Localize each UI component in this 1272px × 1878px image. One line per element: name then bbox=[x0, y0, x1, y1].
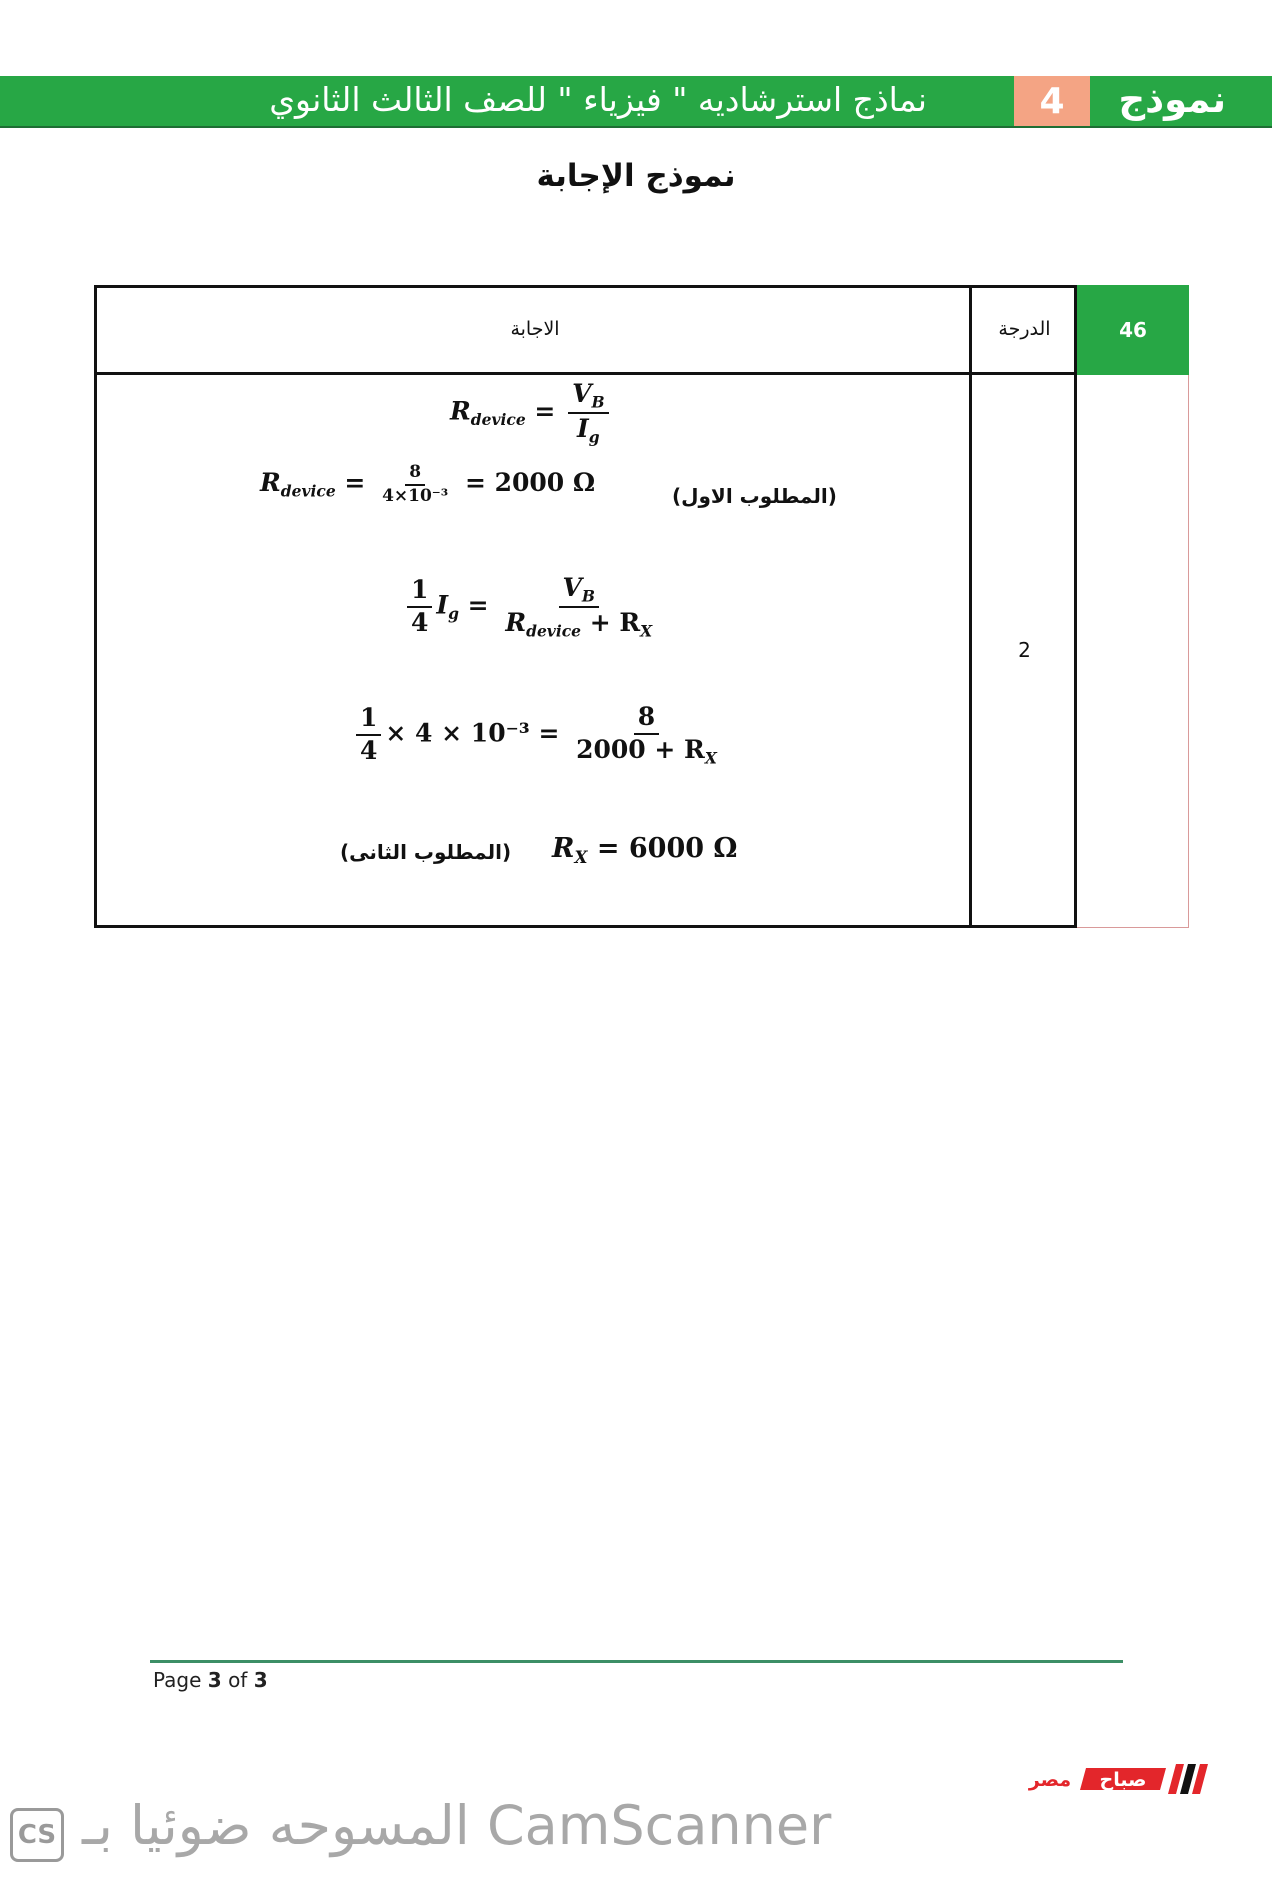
logo-sabah-text: صباح bbox=[1099, 1769, 1147, 1791]
equation-final-result bbox=[552, 833, 737, 867]
note-first-requirement: (المطلوب الاول) bbox=[672, 484, 837, 508]
eq1-lhs: R bbox=[450, 396, 471, 426]
eq4-quarter-den: 4 bbox=[360, 735, 378, 765]
eq2-den: 4×10⁻³ bbox=[382, 485, 449, 506]
page-current: 3 bbox=[207, 1668, 222, 1692]
equation-numeric-substitution bbox=[352, 703, 725, 767]
page-title: نموذج الإجابة bbox=[536, 158, 736, 194]
eq3-num-sub: B bbox=[581, 586, 596, 606]
eq3-quarter-den: 4 bbox=[411, 608, 429, 638]
eq3-rhs-fraction bbox=[501, 574, 656, 640]
eq5-rhs: = 6000 Ω bbox=[596, 833, 738, 864]
model-number: 4 bbox=[1039, 80, 1065, 122]
eq3-current-sub: g bbox=[448, 604, 459, 624]
logo-misr-text: مصر bbox=[1028, 1769, 1072, 1791]
eq3-quarter-num: 1 bbox=[407, 576, 432, 608]
sabah-misr-logo bbox=[1016, 1760, 1222, 1798]
question-side-column bbox=[1077, 375, 1189, 928]
eq1-sub: device bbox=[470, 410, 526, 430]
eq1-den: I bbox=[577, 414, 589, 444]
note-second-requirement: (المطلوب الثانى) bbox=[340, 840, 512, 864]
grade-value: 2 bbox=[1018, 638, 1031, 662]
eq1-fraction bbox=[568, 380, 609, 446]
eq4-quarter bbox=[356, 704, 381, 766]
camscanner-text: المسوحه ضوئيا بـ CamScanner bbox=[82, 1794, 832, 1857]
eq2-sub: device bbox=[280, 481, 336, 501]
eq4-quarter-num: 1 bbox=[356, 704, 381, 736]
model-number-box bbox=[1014, 76, 1090, 126]
eq1-num: V bbox=[572, 379, 592, 408]
eq2-result: = 2000 Ω bbox=[464, 468, 596, 498]
eq1-num-sub: B bbox=[591, 392, 605, 412]
eq5-sub: X bbox=[574, 846, 588, 867]
eq4-den: 2000 + R bbox=[576, 734, 705, 764]
eq4-num: 8 bbox=[634, 703, 659, 735]
equation-resistance-value: $R_{device}$ = $\frac{8}{\text{4×10⁻³}}$ = 2000 Ω bbox=[260, 462, 596, 506]
answer-column-header: الاجابة bbox=[510, 318, 560, 340]
equation-resistance-definition: $R_{device}$ = $\frac{V_B}{I_g}$ bbox=[450, 380, 613, 446]
eq4-rhs-fraction bbox=[572, 703, 721, 767]
question-number-cell bbox=[1077, 285, 1189, 375]
eq2-num: 8 bbox=[405, 463, 425, 486]
page-number bbox=[153, 1668, 268, 1692]
equation-quarter-current: $\frac{1}{4}$ $I_g$ = $\frac{V_B}{R_{device} + R_X}$ bbox=[403, 574, 660, 640]
eq1-den-sub: g bbox=[588, 427, 600, 447]
eq3-num: V bbox=[562, 573, 582, 602]
eq3-den-plus: + R bbox=[589, 608, 641, 638]
question-number: 46 bbox=[1119, 318, 1147, 342]
model-label: نموذج bbox=[1118, 78, 1226, 121]
eq3-current: I bbox=[436, 590, 449, 620]
eq4-den-sub: X bbox=[704, 748, 717, 768]
eq5-lhs: R bbox=[552, 833, 575, 864]
page-of: of bbox=[228, 1668, 248, 1692]
eq3-den-x: X bbox=[640, 621, 653, 641]
eq2-fraction bbox=[378, 463, 452, 506]
camscanner-icon: CS bbox=[10, 1808, 64, 1862]
footer-rule bbox=[150, 1660, 1123, 1663]
eq3-den-sub: device bbox=[526, 621, 582, 641]
table-header-divider bbox=[94, 372, 1077, 375]
eq3-den-r: R bbox=[505, 608, 527, 638]
eq2-lhs: R bbox=[260, 468, 281, 498]
page-prefix: Page bbox=[153, 1668, 202, 1692]
eq3-quarter bbox=[407, 576, 432, 638]
eq4-middle: × 4 × 10⁻³ = bbox=[385, 718, 560, 748]
logo-slashes-icon bbox=[1016, 1760, 1222, 1798]
table-column-divider bbox=[969, 285, 972, 928]
grade-column-header: الدرجة bbox=[998, 318, 1051, 340]
header-title: نماذج استرشاديه " فيزياء " للصف الثالث الثانوي bbox=[269, 80, 927, 119]
page-total: 3 bbox=[253, 1668, 268, 1692]
